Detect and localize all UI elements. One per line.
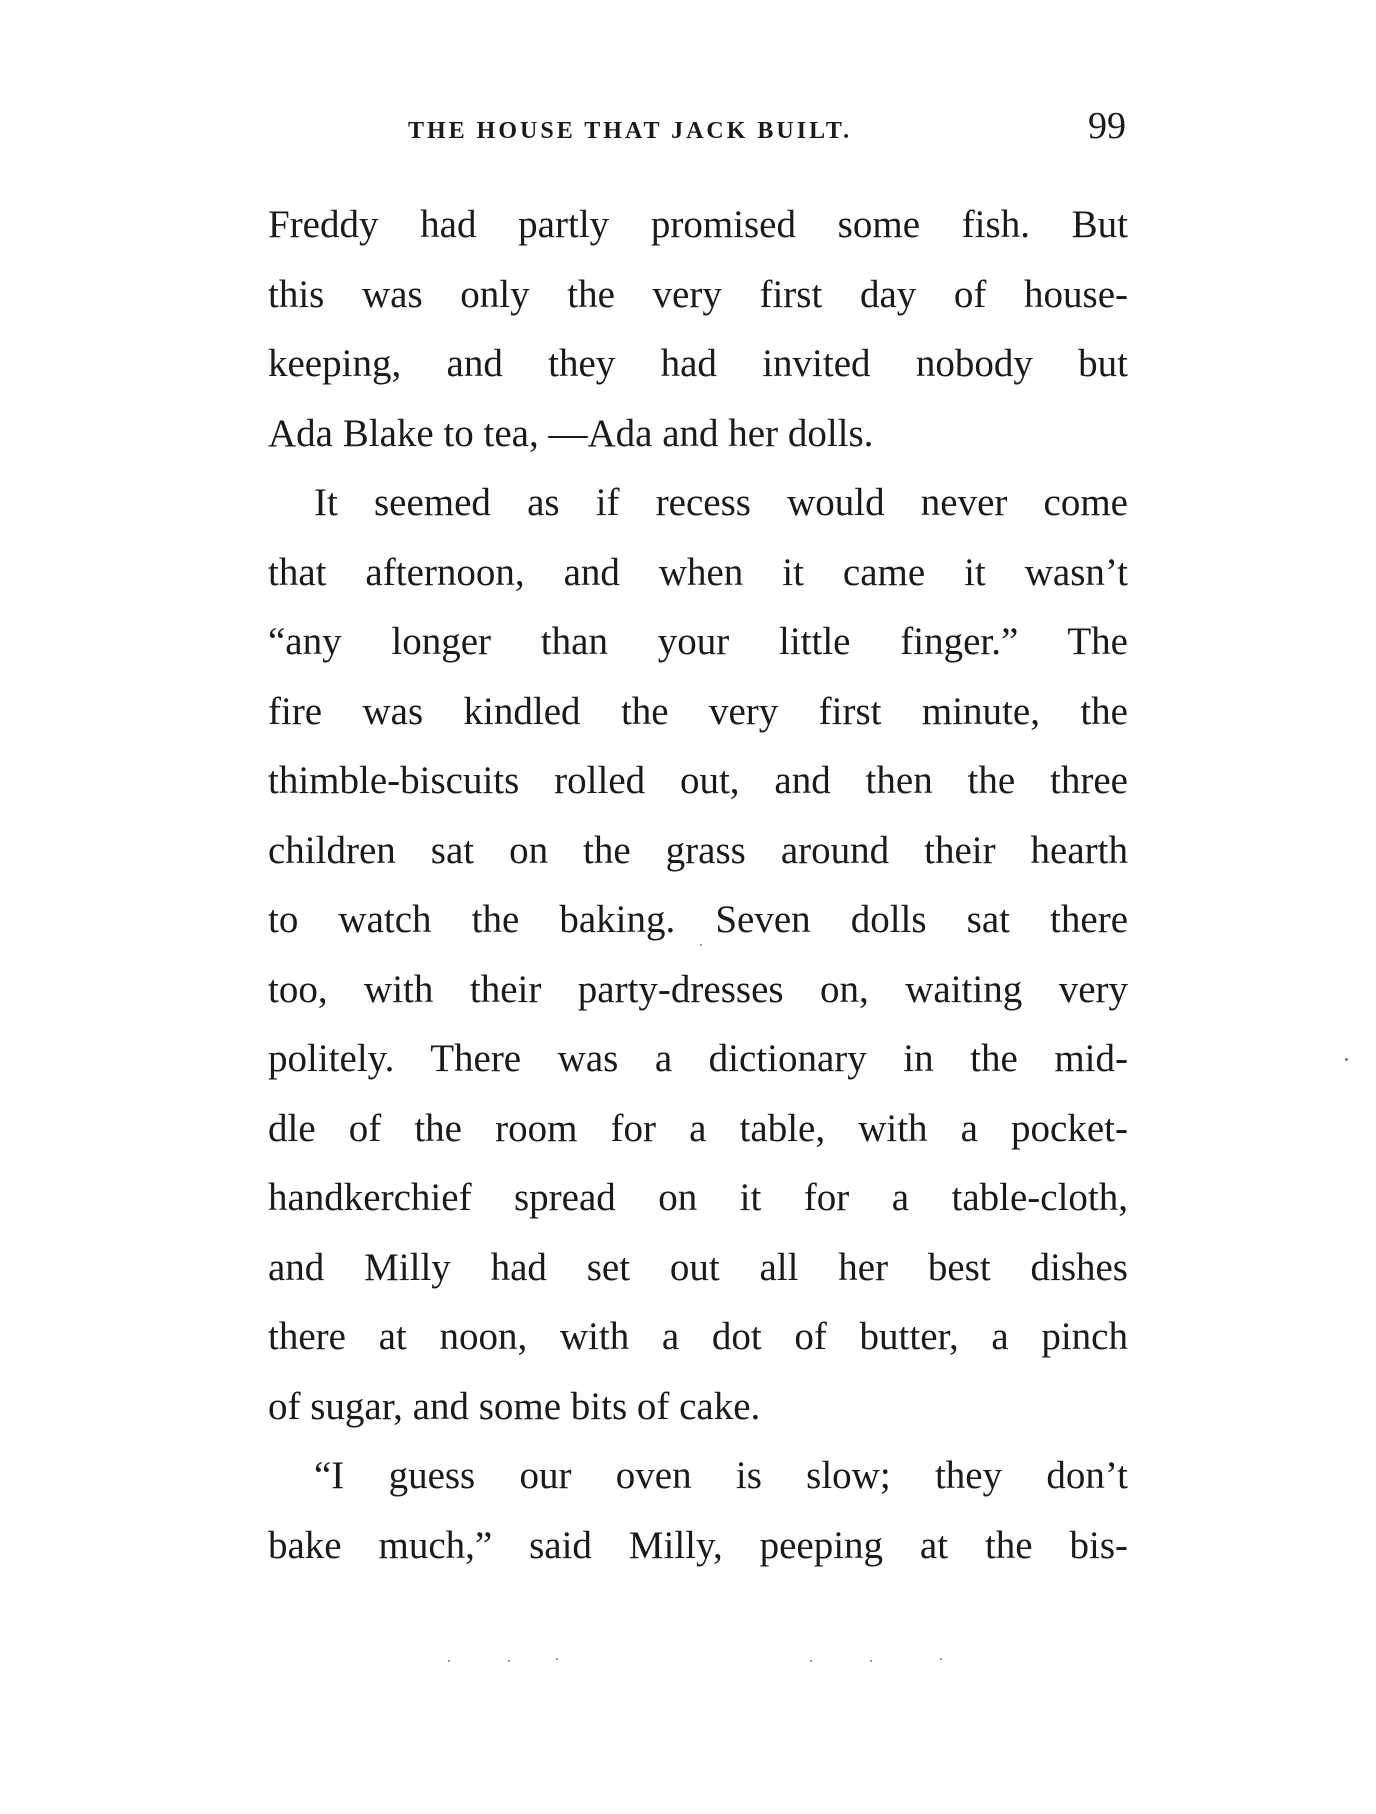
running-title: THE HOUSE THAT JACK BUILT. — [408, 118, 853, 144]
page-number: 99 — [1088, 105, 1126, 147]
text-line: politely. There was a dictionary in the mid- — [268, 1037, 1128, 1080]
text-line: too, with their party-dresses on, waiting very — [268, 967, 1128, 1011]
text-line: that afternoon, and when it came it wasn’t — [268, 550, 1128, 594]
scan-speck — [448, 1660, 450, 1662]
scan-speck — [508, 1660, 510, 1662]
text-line: and Milly had set out all her best dishes — [268, 1245, 1128, 1289]
scan-speck — [556, 1658, 558, 1660]
paragraph-2 — [268, 468, 1128, 1441]
text-line: keeping, and they had invited nobody but — [268, 342, 1128, 385]
scan-speck — [870, 1660, 872, 1662]
text-line: of sugar, and some bits of cake. — [268, 1384, 761, 1428]
running-head — [268, 104, 1128, 154]
body-text — [268, 190, 1128, 1580]
text-line: children sat on the grass around their hearth — [268, 828, 1128, 872]
text-line: “I guess our oven is slow; they don’t — [314, 1454, 1128, 1497]
scan-speck — [700, 944, 702, 946]
text-line: “any longer than your little finger.” The — [268, 620, 1128, 663]
text-line: fire was kindled the very first minute, the — [268, 689, 1128, 733]
text-line: dle of the room for a table, with a pocket- — [268, 1106, 1128, 1150]
text-line: to watch the baking. Seven dolls sat there — [268, 898, 1128, 941]
paragraph-1 — [268, 190, 1128, 468]
text-line: Ada Blake to tea, —Ada and her dolls. — [268, 411, 874, 455]
scan-speck — [940, 1658, 942, 1660]
text-line: thimble-biscuits rolled out, and then the three — [268, 759, 1128, 802]
scan-speck — [1345, 1058, 1348, 1061]
text-line: bake much,” said Milly, peeping at the bis- — [268, 1523, 1128, 1567]
text-line: Freddy had partly promised some fish. But — [268, 203, 1128, 246]
scan-speck — [810, 1660, 812, 1662]
text-line: It seemed as if recess would never come — [314, 481, 1128, 524]
text-line: handkerchief spread on it for a table-cloth, — [268, 1176, 1128, 1219]
paragraph-3 — [268, 1441, 1128, 1580]
text-line: this was only the very first day of house- — [268, 272, 1128, 316]
text-line: there at noon, with a dot of butter, a pinch — [268, 1315, 1128, 1358]
